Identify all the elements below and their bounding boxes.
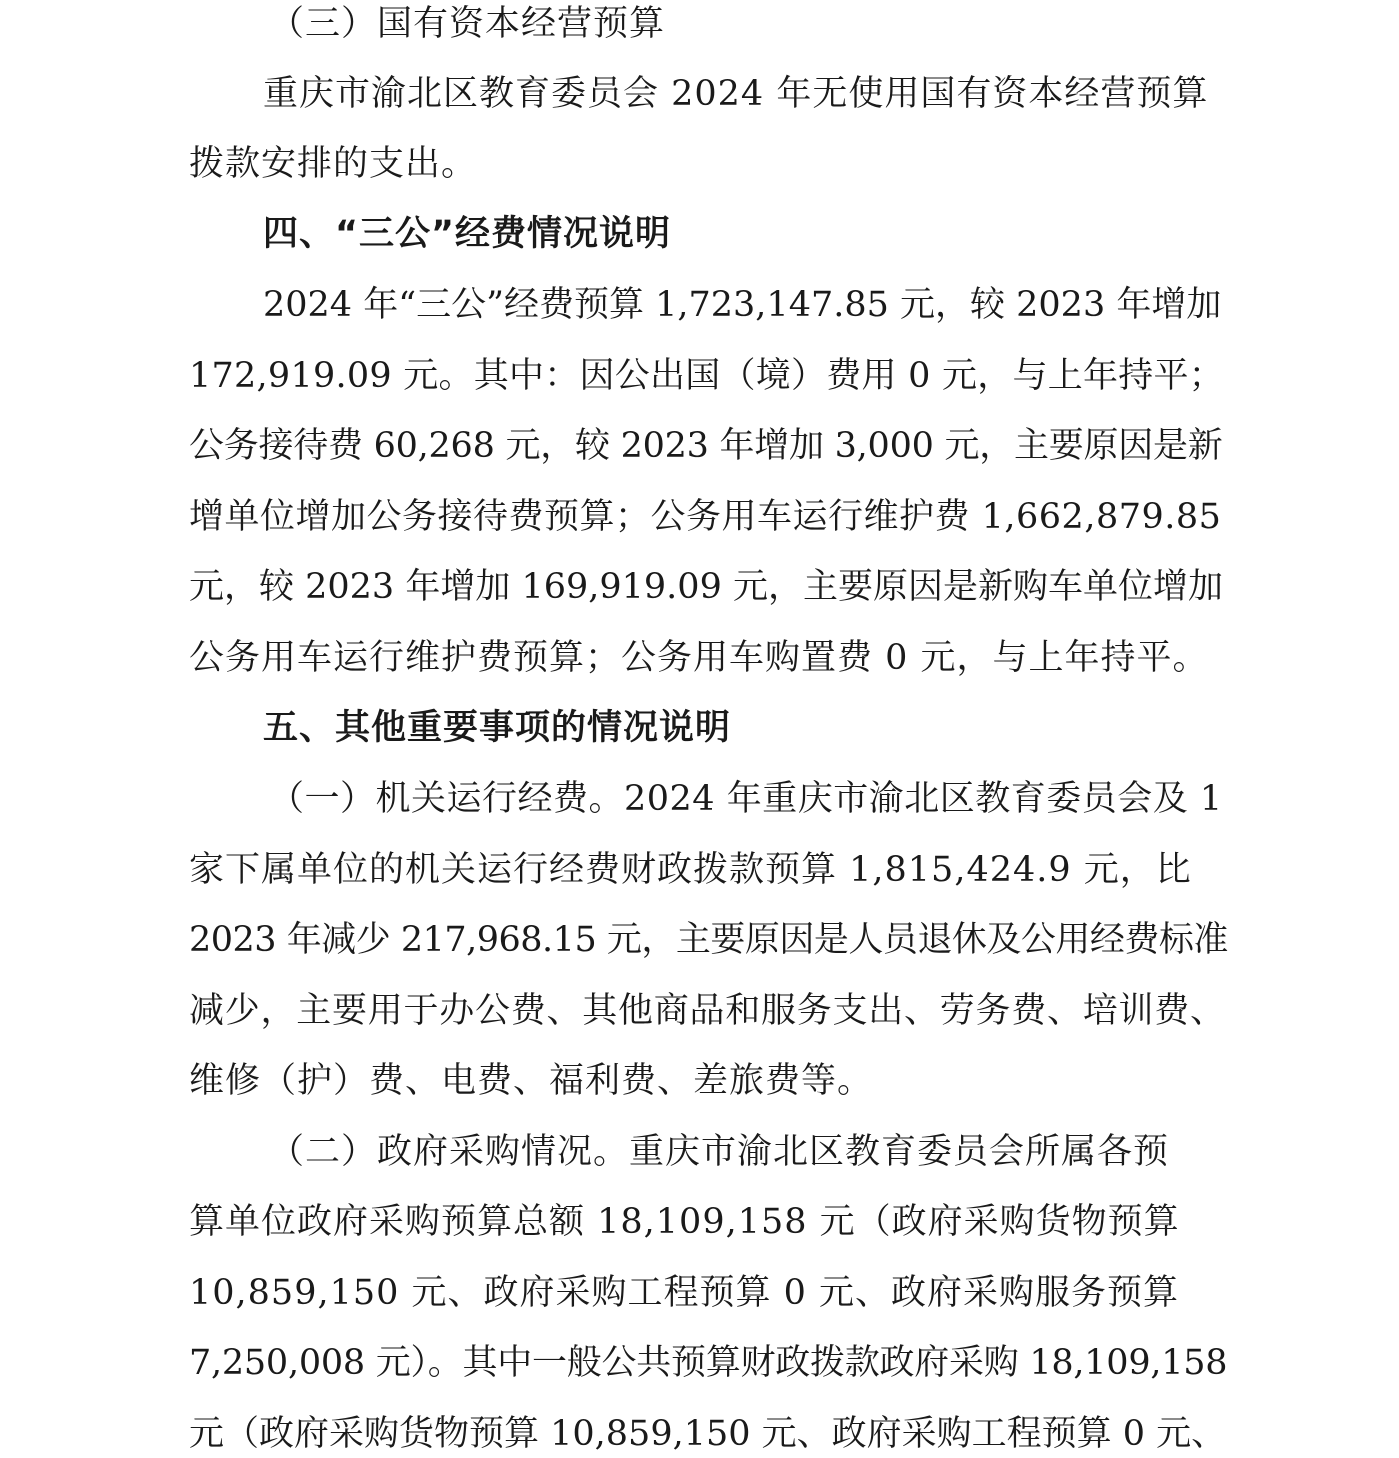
paragraph-line: 2023 年减少 217,968.15 元，主要原因是人员退休及公用经费标准 (189, 920, 1228, 960)
subsection-heading-state-capital: （三）国有资本经营预算 (269, 4, 666, 44)
paragraph-line: 家下属单位的机关运行经费财政拨款预算 1,815,424.9 元，比 (189, 850, 1192, 890)
paragraph-line: 拨款安排的支出。 (189, 144, 478, 184)
paragraph-line: （一）机关运行经费。2024 年重庆市渝北区教育委员会及 1 (269, 779, 1223, 819)
paragraph-line: （二）政府采购情况。重庆市渝北区教育委员会所属各预 (269, 1132, 1170, 1172)
paragraph-line: 172,919.09 元。其中：因公出国（境）费用 0 元，与上年持平； (189, 356, 1225, 396)
paragraph-line: 元（政府采购货物预算 10,859,150 元、政府采购工程预算 0 元、 (189, 1414, 1227, 1454)
paragraph-line: 增单位增加公务接待费预算；公务用车运行维护费 1,662,879.85 (189, 497, 1222, 537)
section-heading-other-matters: 五、其他重要事项的情况说明 (263, 708, 732, 748)
paragraph-line: 7,250,008 元）。其中一般公共预算财政拨款政府采购 18,109,158 (189, 1343, 1228, 1383)
paragraph-line: 公务用车运行维护费预算；公务用车购置费 0 元，与上年持平。 (189, 638, 1209, 678)
paragraph-line: 维修（护）费、电费、福利费、差旅费等。 (189, 1061, 874, 1101)
paragraph-line: 10,859,150 元、政府采购工程预算 0 元、政府采购服务预算 (189, 1273, 1180, 1313)
paragraph-line: 减少，主要用于办公费、其他商品和服务支出、劳务费、培训费、 (189, 991, 1226, 1031)
paragraph-line: 重庆市渝北区教育委员会 2024 年无使用国有资本经营预算 (263, 74, 1209, 114)
section-heading-three-public: 四、“三公”经费情况说明 (263, 214, 672, 254)
paragraph-line: 算单位政府采购预算总额 18,109,158 元（政府采购货物预算 (189, 1202, 1180, 1242)
paragraph-line: 2024 年“三公”经费预算 1,723,147.85 元，较 2023 年增加 (263, 285, 1222, 325)
paragraph-line: 元，较 2023 年增加 169,919.09 元，主要原因是新购车单位增加 (189, 567, 1223, 607)
paragraph-line: 公务接待费 60,268 元，较 2023 年增加 3,000 元，主要原因是新 (189, 426, 1223, 466)
